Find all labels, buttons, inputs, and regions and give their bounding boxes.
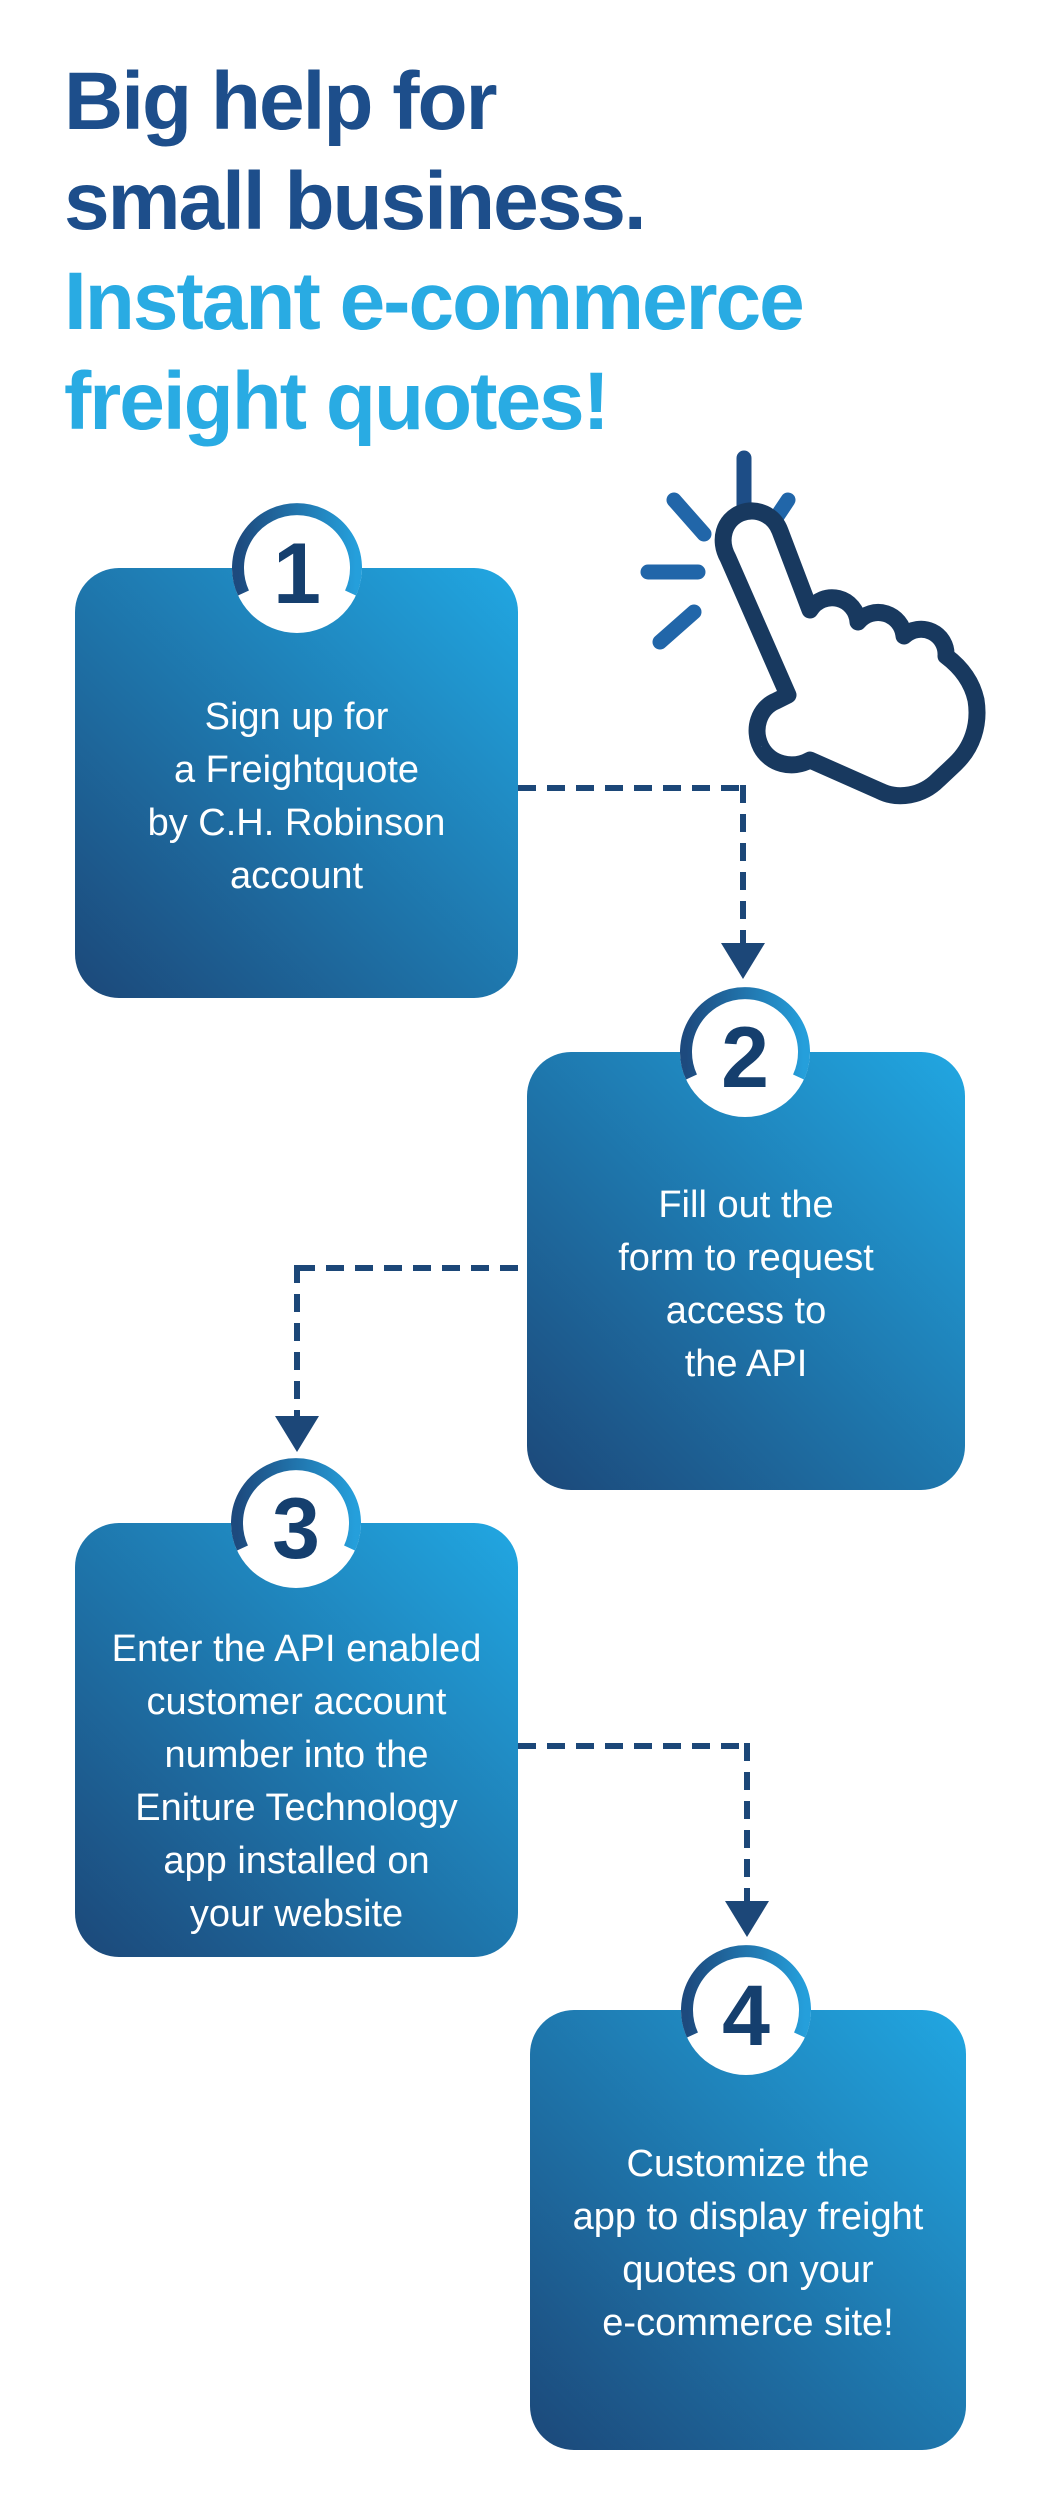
pointer-hand-shape <box>723 511 977 796</box>
step-3-text-line: app installed on <box>163 1840 430 1882</box>
arrow-head-icon <box>725 1901 769 1937</box>
step-3-text-line: customer account <box>146 1681 447 1723</box>
step-number: 3 <box>272 1480 320 1577</box>
click-ray-icon <box>660 612 694 642</box>
title-line: Instant e-commerce <box>64 256 803 347</box>
step-4-text-line: e-commerce site! <box>602 2302 894 2344</box>
flow-arrow-2-horizontal <box>297 1265 527 1271</box>
flow-arrow-1-horizontal <box>518 785 746 791</box>
step-3-text-line: Eniture Technology <box>135 1787 458 1829</box>
flow-arrow-3-vertical <box>744 1743 750 1903</box>
title-line: freight quotes! <box>64 356 608 447</box>
click-hand-icon <box>640 430 1020 830</box>
step-number: 2 <box>721 1009 769 1106</box>
step-2-badge <box>680 987 810 1117</box>
flow-arrow-2-vertical <box>294 1265 300 1418</box>
step-2-text-line: Fill out the <box>658 1184 834 1226</box>
flow-arrow-3-horizontal <box>518 1743 749 1749</box>
page-title <box>64 52 803 452</box>
step-number: 4 <box>722 1967 770 2064</box>
step-1-text-line: account <box>229 855 364 897</box>
step-4-text-line: app to display freight <box>572 2196 924 2238</box>
step-1-text-line: Sign up for <box>204 696 389 738</box>
step-1-text-line: a Freightquote <box>173 749 420 791</box>
step-3-text-line: your website <box>189 1893 404 1935</box>
step-3-text-line: Enter the API enabled <box>111 1628 482 1670</box>
arrow-head-icon <box>721 943 765 979</box>
title-line: Big help for <box>64 56 496 147</box>
step-1-text-line: by C.H. Robinson <box>147 802 446 844</box>
step-2-text-line: form to request <box>618 1237 874 1279</box>
step-4-text-line: Customize the <box>626 2143 870 2185</box>
step-2-text-line: the API <box>684 1343 808 1385</box>
title-line: small business. <box>64 156 645 247</box>
step-number: 1 <box>273 525 321 622</box>
step-3-text-line: number into the <box>164 1734 429 1776</box>
step-4-text-line: quotes on your <box>622 2249 874 2291</box>
step-4-badge <box>681 1945 811 2075</box>
flow-arrow-1-vertical <box>740 785 746 945</box>
step-1-badge <box>232 503 362 633</box>
click-ray-icon <box>674 500 704 534</box>
step-3-badge <box>231 1458 361 1588</box>
step-2-text-line: access to <box>665 1290 827 1332</box>
arrow-head-icon <box>275 1416 319 1452</box>
